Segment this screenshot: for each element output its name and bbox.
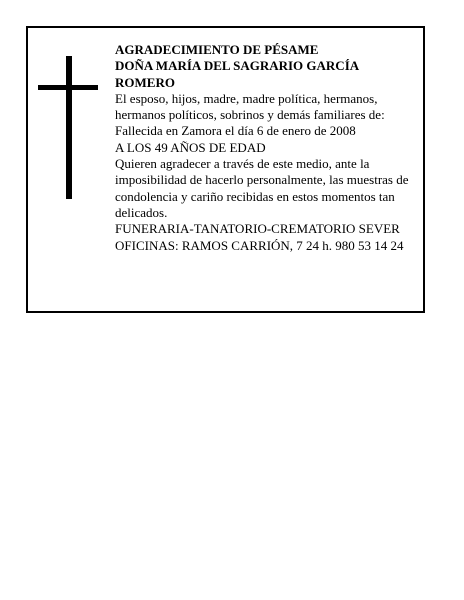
notice-heading: AGRADECIMIENTO DE PÉSAME xyxy=(115,42,319,57)
notice-text xyxy=(115,42,421,254)
obituary-notice xyxy=(26,26,425,313)
deceased-name: DOÑA MARÍA DEL SAGRARIO GARCÍA ROMERO xyxy=(115,58,359,90)
family-text: El esposo, hijos, madre, madre política, hermanos, hermanos políticos, sobrinos y demás familiares de: xyxy=(115,90,385,123)
cross-icon-arm xyxy=(38,85,98,90)
cross-icon xyxy=(66,56,72,199)
offices-info: OFICINAS: RAMOS CARRIÓN, 7 24 h. 980 53 14 24 xyxy=(115,237,404,253)
death-info: Fallecida en Zamora el día 6 de enero de 2008 xyxy=(115,123,356,139)
age-text: A LOS 49 AÑOS DE EDAD xyxy=(115,139,266,155)
gratitude-text: Quieren agradecer a través de este medio, ante la imposibilidad de hacerlo personalmente, las muestras de condolencia y cariño recibidas en estos momentos tan delicados. xyxy=(115,156,409,220)
funeral-home: FUNERARIA-TANATORIO-CREMATORIO SEVER xyxy=(115,221,400,237)
